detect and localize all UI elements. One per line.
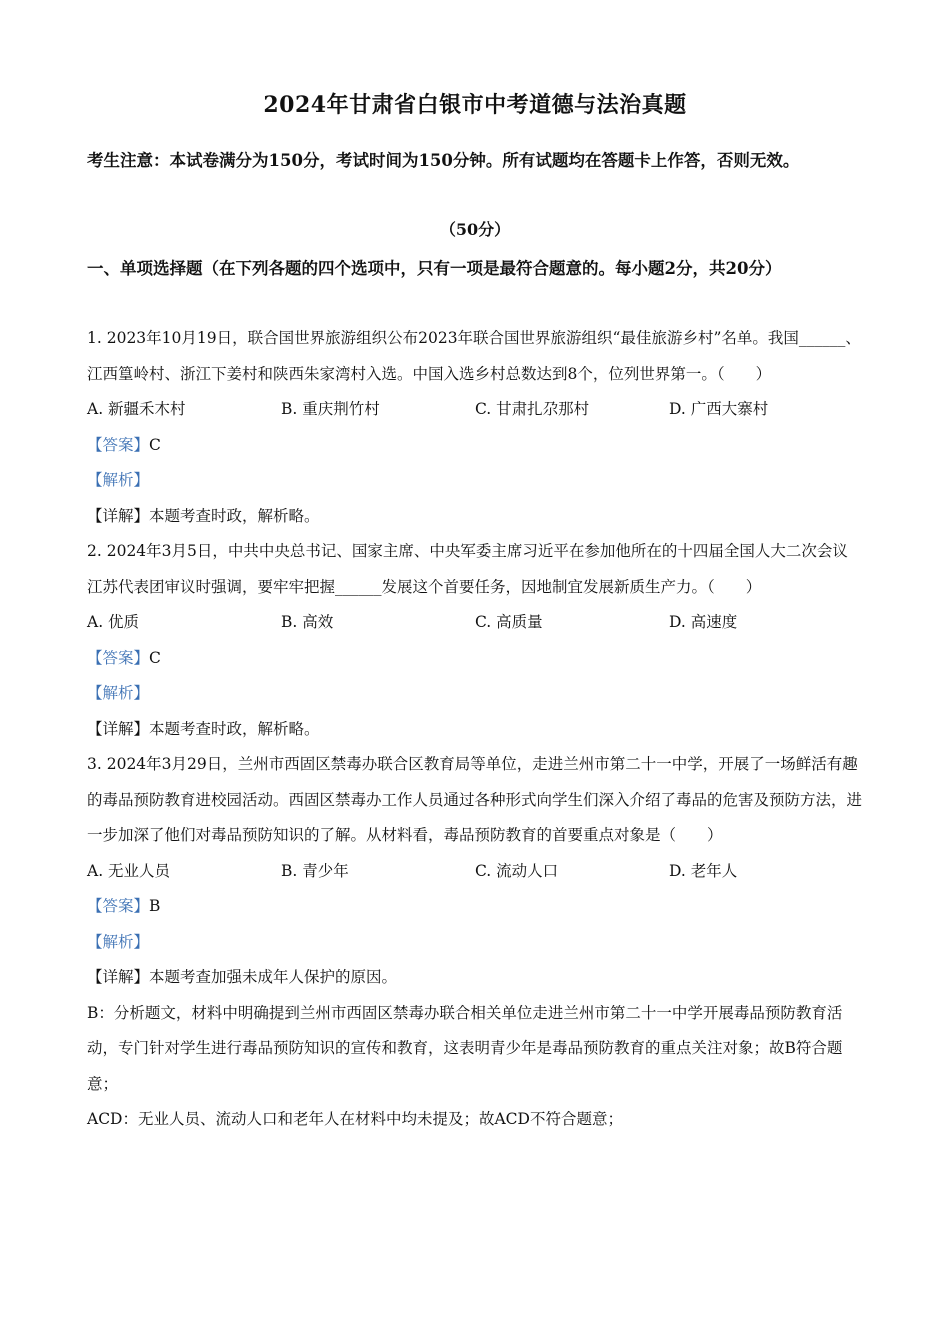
answer-value: C (149, 435, 161, 454)
question-stem: 2. 2024年3月5日，中共中央总书记、国家主席、中央军委主席习近平在参加他所在的十四届全国人大二次会议江苏代表团审议时强调，要牢牢把握______发展这个首要任务，因地制宜发展新质生产力。（ ） (87, 542, 848, 596)
option-d: D. 老年人 (669, 861, 738, 880)
option-b: B. 重庆荆竹村 (281, 400, 380, 418)
analysis-tag: 【解析】 (87, 932, 150, 951)
section-heading: 一、单项选择题（在下列各题的四个选项中，只有一项是最符合题意的。每小题2分，共20分） (87, 259, 782, 278)
option-d: D. 广西大寨村 (669, 400, 769, 418)
option-c: C. 流动人口 (475, 861, 559, 880)
detail-text: 本题考查加强未成年人保护的原因。 (149, 968, 398, 986)
answer-line (87, 428, 863, 464)
answer-tag: 【答案】 (87, 435, 150, 454)
analysis-paragraph: ACD：无业人员、流动人口和老年人在材料中均未提及；故ACD不符合题意； (87, 1110, 623, 1128)
option-row (87, 854, 863, 890)
page-title: 2024年甘肃省白银市中考道德与法治真题 (263, 92, 687, 118)
answer-line (87, 889, 863, 925)
option-d: D. 高速度 (669, 613, 738, 631)
option-row (87, 392, 863, 428)
analysis-line (87, 676, 863, 712)
option-row (87, 605, 863, 641)
question-stem: 3. 2024年3月29日，兰州市西固区禁毒办联合区教育局等单位，走进兰州市第二十一中学，开展了一场鲜活有趣的毒品预防教育进校园活动。西固区禁毒办工作人员通过各种形式向学生们深入介绍了毒品的危害及预防方法，进一步加深了他们对毒品预防知识的了解。从材料看，毒品预防教育的首要重点对象是（ ） (87, 755, 863, 844)
answer-value: B (149, 897, 161, 915)
option-b: B. 高效 (281, 613, 334, 631)
detail-line (87, 960, 863, 996)
option-c: C. 甘肃扎尕那村 (475, 400, 590, 418)
option-a: A. 优质 (87, 613, 140, 631)
analysis-line (87, 925, 863, 961)
analysis-tag: 【解析】 (87, 471, 150, 489)
answer-value: C (149, 648, 161, 667)
analysis-line (87, 463, 863, 499)
option-b: B. 青少年 (281, 861, 349, 880)
detail-tag: 【详解】 (87, 719, 150, 738)
analysis-paragraph: B：分析题文，材料中明确提到兰州市西固区禁毒办联合相关单位走进兰州市第二十一中学开展毒品预防教育活动，专门针对学生进行毒品预防知识的宣传和教育，这表明青少年是毒品预防教育的重点关注对象；故B符合题意； (87, 1003, 843, 1093)
option-a: A. 无业人员 (87, 861, 171, 880)
detail-text: 本题考查时政，解析略。 (149, 719, 320, 738)
part-score: （50分） (439, 220, 511, 239)
detail-line (87, 712, 863, 748)
exam-notice: 考生注意：本试卷满分为150分，考试时间为150分钟。所有试题均在答题卡上作答，否则无效。 (87, 151, 800, 170)
detail-tag: 【详解】 (87, 506, 150, 525)
answer-tag: 【答案】 (87, 648, 150, 667)
answer-line (87, 641, 863, 677)
detail-line (87, 499, 863, 535)
question-stem: 1. 2023年10月19日，联合国世界旅游组织公布2023年联合国世界旅游组织“最佳旅游乡村”名单。我国______、江西篁岭村、浙江下姜村和陕西朱家湾村入选。中国入选乡村总数达到8个，位列世界第一。（ ） (87, 329, 861, 383)
analysis-tag: 【解析】 (87, 684, 150, 702)
detail-text: 本题考查时政，解析略。 (149, 506, 320, 525)
detail-tag: 【详解】 (87, 968, 150, 986)
question-list (87, 321, 863, 1138)
option-c: C. 高质量 (475, 613, 543, 631)
option-a: A. 新疆禾木村 (87, 400, 186, 418)
answer-tag: 【答案】 (87, 897, 150, 915)
